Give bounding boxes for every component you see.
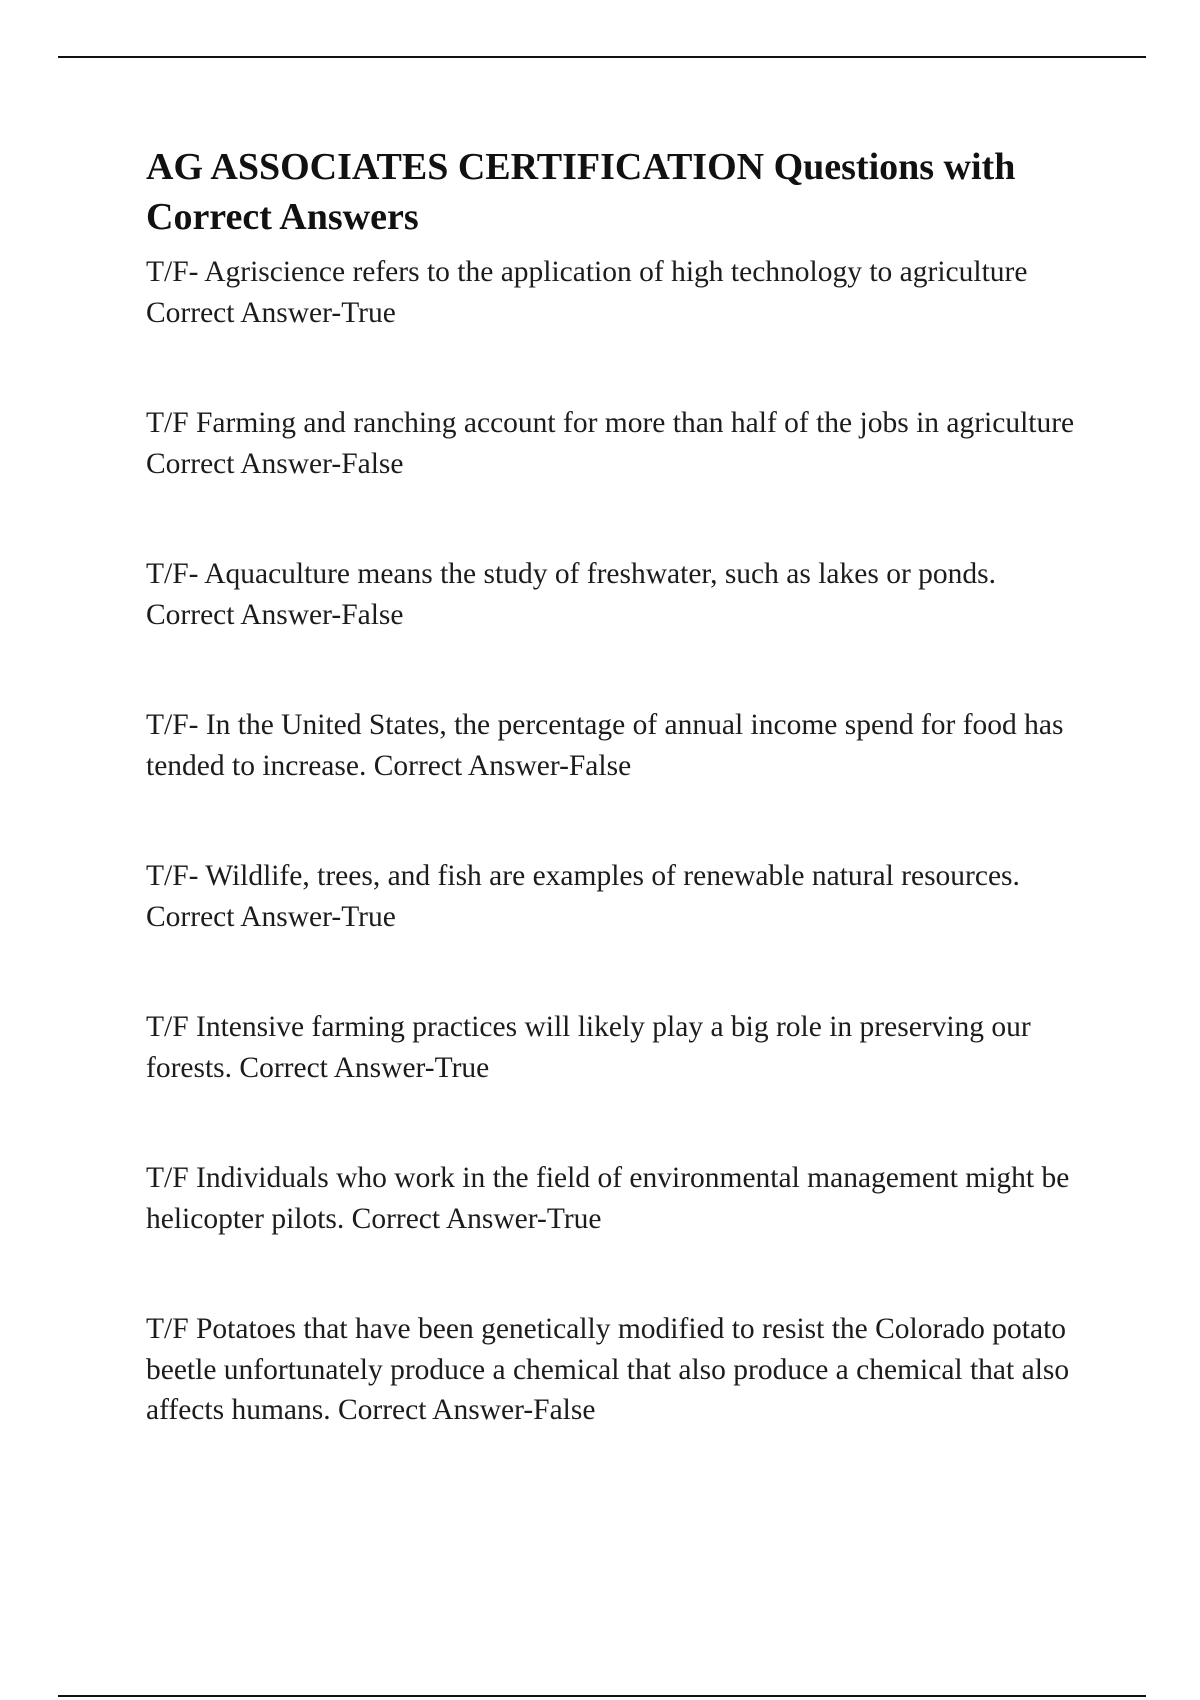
answer-text: Correct Answer-True [239, 1051, 490, 1084]
answer-text: Correct Answer-False [146, 598, 404, 631]
document-body [146, 142, 1086, 1501]
answer-text: Correct Answer-True [146, 296, 396, 329]
question-item [146, 1158, 1086, 1239]
answer-text: Correct Answer-True [146, 900, 396, 933]
question-item [146, 705, 1086, 786]
question-list [146, 252, 1086, 1431]
question-item [146, 1007, 1086, 1088]
question-item [146, 856, 1086, 937]
question-text: T/F Individuals who work in the field of environmental management might be helicopter pilots. [146, 1162, 1070, 1235]
top-rule [58, 56, 1146, 58]
question-item [146, 1309, 1086, 1431]
document-title: AG ASSOCIATES CERTIFICATION Questions with Correct Answers [146, 146, 1016, 238]
question-item [146, 554, 1086, 635]
question-text: T/F Intensive farming practices will likely play a big role in preserving our forests. [146, 1011, 1031, 1084]
question-text: T/F- Wildlife, trees, and fish are examples of renewable natural resources. [146, 860, 1020, 892]
question-text: T/F Farming and ranching account for more than half of the jobs in agriculture [146, 407, 1075, 439]
question-item [146, 252, 1086, 333]
answer-text: Correct Answer-False [337, 1394, 596, 1426]
question-text: T/F Potatoes that have been genetically modified to resist the Colorado potato beetle unfortunately produce a chemical that also produce a chemical that also affects humans. [146, 1313, 1070, 1426]
question-item [146, 403, 1086, 484]
answer-text: Correct Answer-False [146, 447, 404, 480]
question-text: T/F- Agriscience refers to the application of high technology to agriculture [146, 256, 1028, 288]
answer-text: Correct Answer-False [373, 749, 632, 782]
bottom-rule [58, 1695, 1146, 1697]
answer-text: Correct Answer-True [351, 1202, 602, 1235]
question-text: T/F- Aquaculture means the study of freshwater, such as lakes or ponds. [146, 558, 997, 590]
question-text: T/F- In the United States, the percentage of annual income spend for food has tended to increase. [146, 709, 1064, 782]
